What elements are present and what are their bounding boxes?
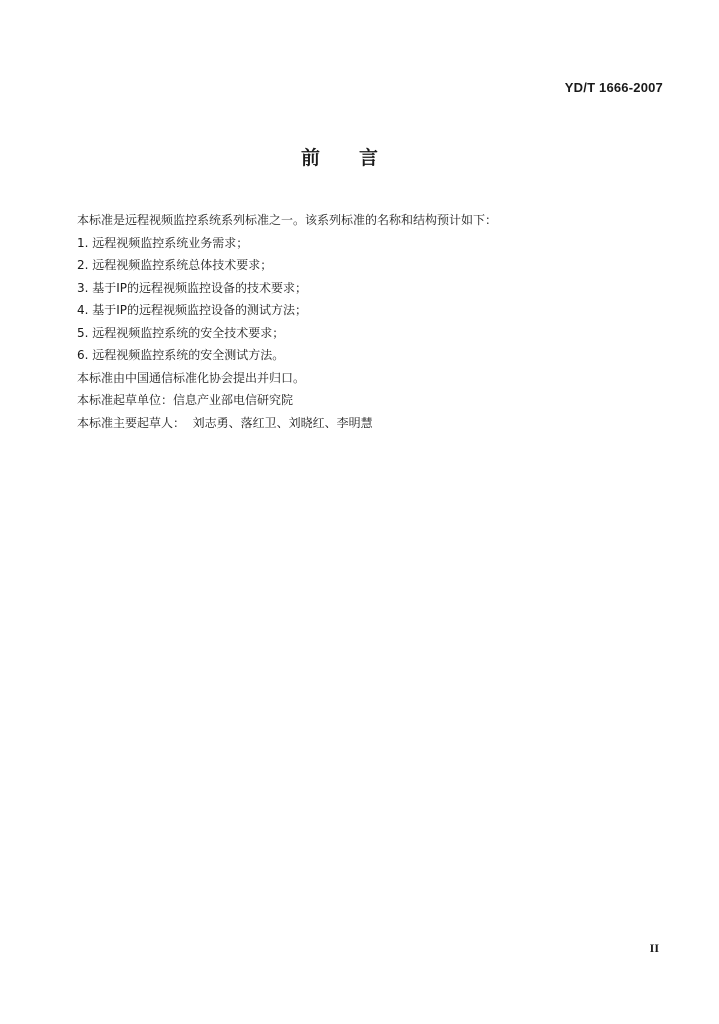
list-item: 3. 基于IP的远程视频监控设备的技术要求；	[77, 280, 308, 295]
page-number: II	[649, 941, 659, 955]
list-item: 5. 远程视频监控系统的安全技术要求；	[77, 325, 285, 340]
standard-code: YD/T 1666-2007	[564, 80, 663, 95]
document-body	[77, 209, 667, 434]
proposer-paragraph: 本标准由中国通信标准化协会提出并归口。	[77, 370, 306, 385]
list-item: 6. 远程视频监控系统的安全测试方法。	[77, 348, 285, 362]
list-item: 2. 远程视频监控系统总体技术要求；	[77, 258, 273, 272]
intro-paragraph: 本标准是远程视频监控系统系列标准之一。该系列标准的名称和结构预计如下：	[77, 213, 498, 227]
drafters-paragraph: 本标准主要起草人： 刘志勇、落红卫、刘晓红、李明慧	[77, 415, 373, 430]
list-item: 1. 远程视频监控系统业务需求；	[77, 235, 249, 250]
title-part-2: 言	[359, 147, 380, 169]
title-part-1: 前	[300, 147, 321, 169]
drafting-unit-paragraph: 本标准起草单位：信息产业部电信研究院	[77, 393, 294, 407]
page-title	[0, 143, 680, 170]
list-item: 4. 基于IP的远程视频监控设备的测试方法；	[77, 303, 308, 317]
